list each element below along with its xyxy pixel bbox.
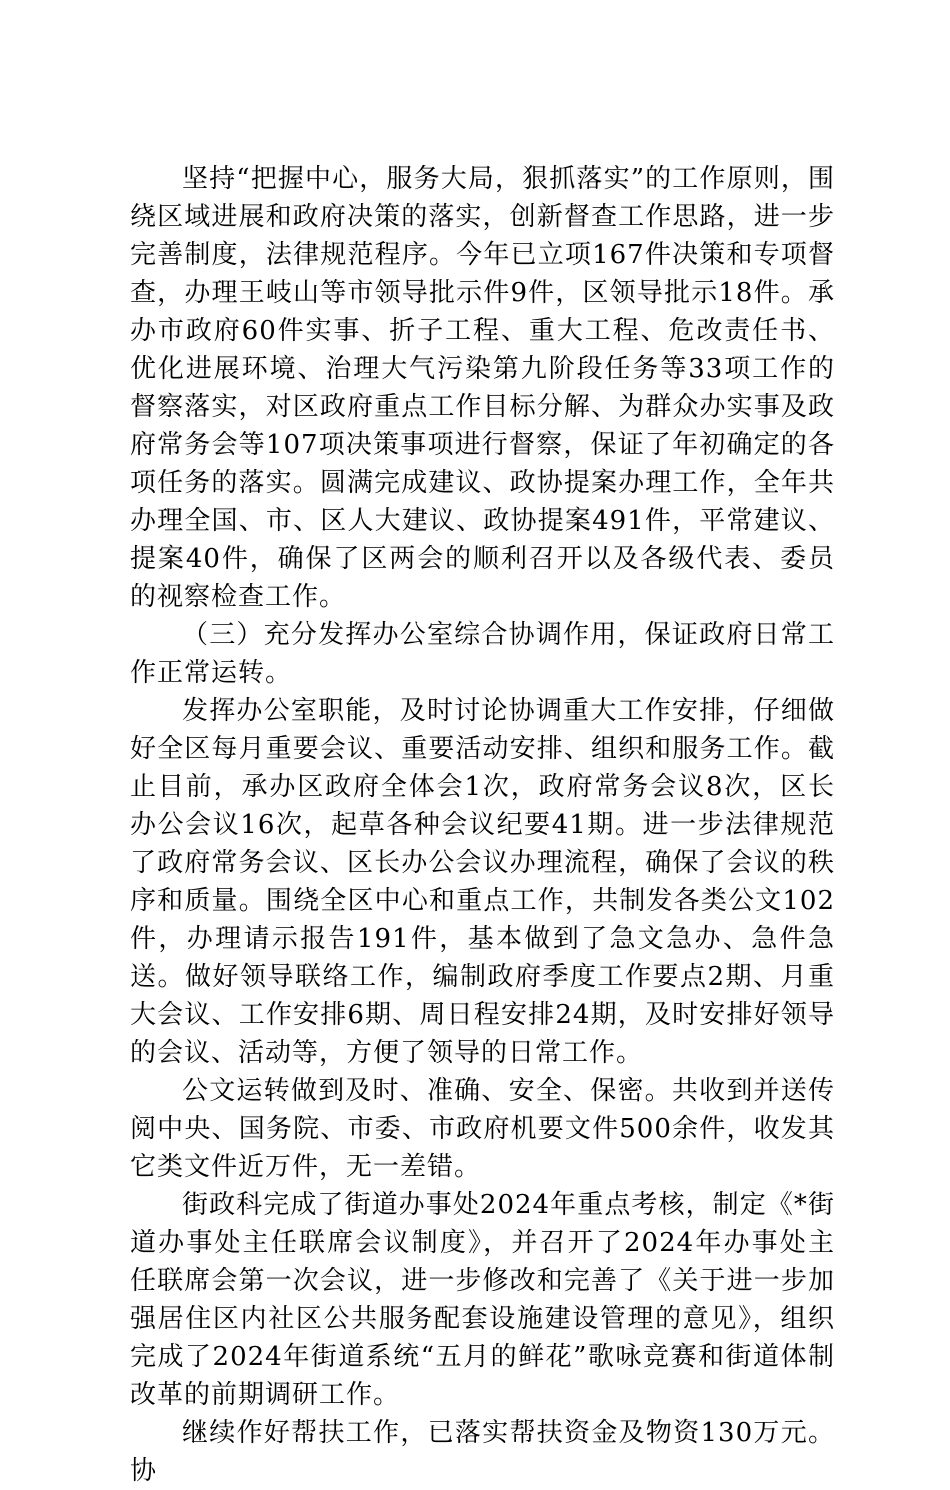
paragraph-assistance-work: 继续作好帮扶工作，已落实帮扶资金及物资130万元。协	[130, 1418, 835, 1486]
paragraph-street-administration: 街政科完成了街道办事处2024年重点考核，制定《*街道办事处主任联席会议制度》，并召开了2024年办事处主任联席会第一次会议，进一步修改和完善了《关于进一步加强居住区内社区公共服务配套设施建设管理的意见》，组织完成了2024年街道系统“五月的鲜花”歌咏竞赛和街道体制改革的前期调研工作。	[130, 1190, 835, 1410]
paragraph-office-functions: 发挥办公室职能，及时讨论协调重大工作安排，仔细做好全区每月重要会议、重要活动安排、组织和服务工作。截止目前，承办区政府全体会1次，政府常务会议8次，区长办公会议16次，起草各种会议纪要41期。进一步法律规范了政府常务会议、区长办公会议办理流程，确保了会议的秩序和质量。围绕全区中心和重点工作，共制发各类公文102件，办理请示报告191件，基本做到了急文急办、急件急送。做好领导联络工作，编制政府季度工作要点2期、月重大会议、工作安排6期、周日程安排24期，及时安排好领导的会议、活动等，方便了领导的日常工作。	[130, 696, 835, 1068]
document-body	[130, 160, 835, 1490]
section-heading-3: （三）充分发挥办公室综合协调作用，保证政府日常工作正常运转。	[130, 620, 835, 688]
paragraph-document-circulation: 公文运转做到及时、准确、安全、保密。共收到并送传阅中央、国务院、市委、市政府机要文件500余件，收发其它类文件近万件，无一差错。	[130, 1076, 835, 1182]
paragraph-supervision: 坚持“把握中心，服务大局，狠抓落实”的工作原则，围绕区域进展和政府决策的落实，创新督查工作思路，进一步完善制度，法律规范程序。今年已立项167件决策和专项督查，办理王岐山等市领导批示件9件，区领导批示18件。承办市政府60件实事、折子工程、重大工程、危改责任书、优化进展环境、治理大气污染第九阶段任务等33项工作的督察落实，对区政府重点工作目标分解、为群众办实事及政府常务会等107项决策事项进行督察，保证了年初确定的各项任务的落实。圆满完成建议、政协提案办理工作，全年共办理全国、市、区人大建议、政协提案491件，平常建议、提案40件，确保了区两会的顺利召开以及各级代表、委员的视察检查工作。	[130, 164, 835, 612]
